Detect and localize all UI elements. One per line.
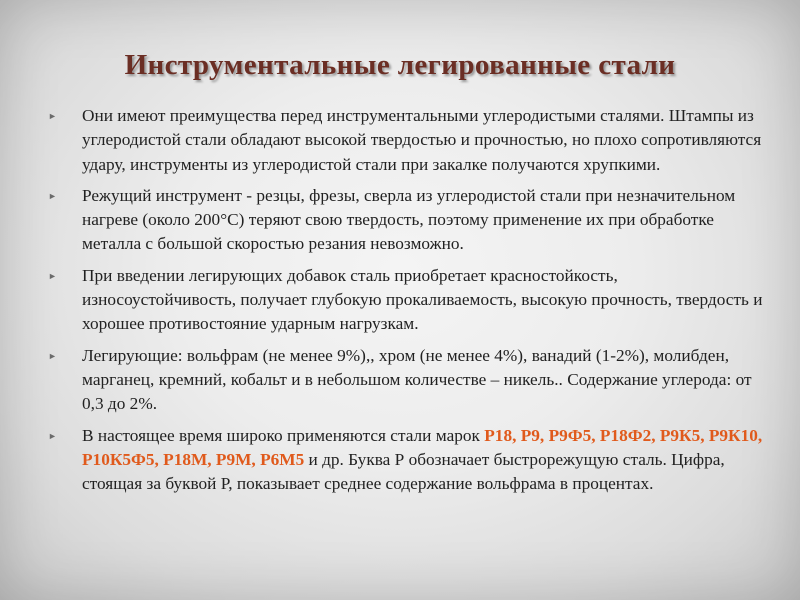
list-item: [48, 264, 768, 337]
bullet-text: Легирующие: вольфрам (не менее 9%),, хром (не менее 4%), ванадий (1-2%), молибден, марганец, кремний, кобальт и в небольшом количестве – никель.. Содержание углерода: от 0,3 до 2%.: [82, 345, 752, 414]
bullet-arrow-icon: ►: [48, 270, 57, 281]
bullet-arrow-icon: ►: [48, 430, 57, 441]
bullet-text-rest: и др. Буква Р обозначает быстрорежущую сталь. Цифра, стоящая за буквой Р, показывает среднее содержание вольфрама в процентах.: [82, 449, 725, 494]
list-item: [48, 344, 768, 417]
bullet-text: Режущий инструмент - резцы, фрезы, сверла из углеродистой стали при незначительном нагреве (около 200°С) теряют свою твердость, поэтому применение их при обработке металла с большой скоростью резания невозможно.: [82, 185, 736, 254]
list-item: [48, 424, 768, 497]
bullet-text: Они имеют преимущества перед инструментальными углеродистыми сталями. Штампы из углеродистой стали обладают высокой твердостью и прочностью, но плохо сопротивляются удару, инструменты из углеродистой стали при закалке получаются хрупкими.: [82, 106, 762, 174]
steel-grades-highlight: Р18, Р9, Р9Ф5, Р18Ф2, Р9К5, Р9К10, Р10К5Ф5, Р18М, Р9М, Р6М5: [82, 425, 763, 469]
bullet-text: При введении легирующих добавок сталь приобретает красностойкость, износоустойчивость, получает глубокую прокаливаемость, высокую прочность, твердость и хорошее противостояние ударным нагрузкам.: [82, 265, 763, 334]
bullet-list: [48, 104, 768, 503]
bullet-arrow-icon: ►: [48, 350, 57, 361]
bullet-arrow-icon: ►: [48, 111, 57, 121]
list-item: [48, 184, 768, 257]
bullet-arrow-icon: ►: [48, 190, 57, 201]
list-item: [48, 104, 768, 177]
slide-title: Инструментальные легированные стали: [124, 49, 676, 81]
bullet-text-intro: В настоящее время широко применяются стали марок: [82, 425, 485, 445]
